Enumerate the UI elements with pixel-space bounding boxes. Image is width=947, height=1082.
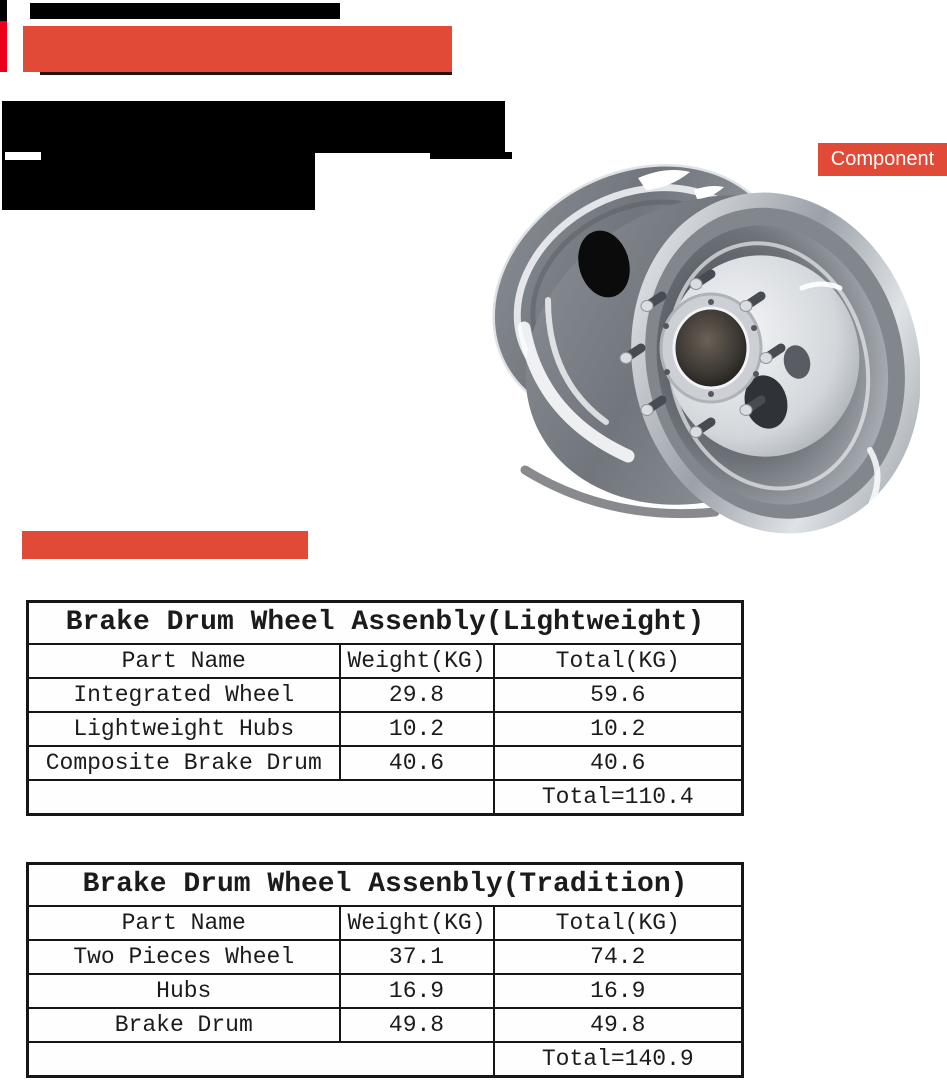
table-total-cell: Total=140.9 (494, 1042, 743, 1077)
table-row (28, 746, 743, 780)
table-title: Brake Drum Wheel Assenbly(Tradition) (28, 864, 743, 907)
table-cell: 10.2 (494, 712, 743, 746)
table-cell: Integrated Wheel (28, 678, 340, 712)
table-row (28, 1008, 743, 1042)
empty-cell (28, 1042, 494, 1077)
table-cell: 40.6 (494, 746, 743, 780)
table-cell: 49.8 (340, 1008, 494, 1042)
table-cell: 74.2 (494, 940, 743, 974)
redaction-notch (5, 152, 41, 160)
col-header-total: Total(KG) (494, 906, 743, 940)
col-header-weight: Weight(KG) (340, 906, 494, 940)
col-header-part-name: Part Name (28, 644, 340, 678)
wheel-image (450, 150, 920, 540)
table-total-row (28, 1042, 743, 1077)
lightweight-assembly-table (26, 600, 744, 816)
redacted-title-bar (23, 26, 452, 72)
table-title: Brake Drum Wheel Assenbly(Lightweight) (28, 602, 743, 645)
tradition-assembly-table (26, 862, 744, 1078)
table-cell: 37.1 (340, 940, 494, 974)
table-row (28, 678, 743, 712)
empty-cell (28, 780, 494, 815)
table-cell: Lightweight Hubs (28, 712, 340, 746)
redacted-section-bar (22, 531, 308, 559)
table-cell: Brake Drum (28, 1008, 340, 1042)
redacted-top-bar (30, 3, 340, 19)
col-header-weight: Weight(KG) (340, 644, 494, 678)
table-row (28, 712, 743, 746)
table-row (28, 974, 743, 1008)
table-header-row (28, 906, 743, 940)
table-row (28, 940, 743, 974)
table-cell: Two Pieces Wheel (28, 940, 340, 974)
redacted-text-block (2, 101, 505, 153)
redacted-text-block (2, 153, 315, 210)
table-total-row (28, 780, 743, 815)
table-cell: 16.9 (494, 974, 743, 1008)
title-underline (40, 72, 452, 75)
table-cell: 49.8 (494, 1008, 743, 1042)
table-cell: 59.6 (494, 678, 743, 712)
col-header-total: Total(KG) (494, 644, 743, 678)
table-cell: 10.2 (340, 712, 494, 746)
redacted-left-chip (0, 0, 7, 21)
component-badge-label: Component (830, 148, 935, 170)
table-cell: Hubs (28, 974, 340, 1008)
table-cell: Composite Brake Drum (28, 746, 340, 780)
table-cell: 40.6 (340, 746, 494, 780)
table-cell: 16.9 (340, 974, 494, 1008)
col-header-part-name: Part Name (28, 906, 340, 940)
table-header-row (28, 644, 743, 678)
table-total-cell: Total=110.4 (494, 780, 743, 815)
title-accent-strip (0, 21, 7, 72)
table-cell: 29.8 (340, 678, 494, 712)
table-title-row (28, 602, 743, 645)
table-title-row (28, 864, 743, 907)
